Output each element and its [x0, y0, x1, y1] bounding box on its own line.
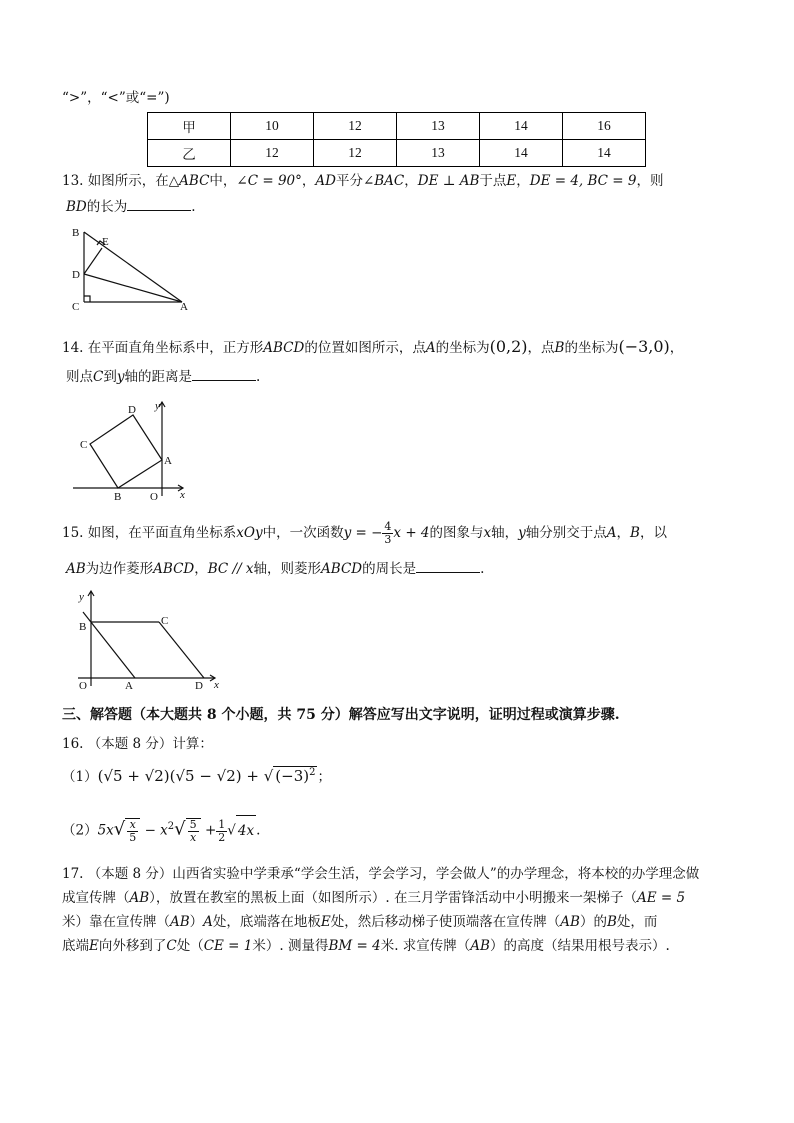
- q17-line4: 底端E向外移到了C处（CE = 1米）. 测量得BM = 4米. 求宣传牌（AB）的高度（结果用根号表示）.: [62, 938, 670, 954]
- label-c: C: [161, 615, 169, 627]
- answer-blank: [192, 379, 256, 381]
- label-d: D: [128, 404, 136, 416]
- row-label: 甲: [148, 113, 231, 140]
- sqrt-fraction: $\frac{5}{x}$: [186, 818, 201, 843]
- label-o: O: [79, 680, 87, 692]
- q16-part1: （1）(√5 + √2)(√5 − √2) + √ $(-3)^2$ ；: [62, 767, 331, 785]
- table-cell: 12: [231, 140, 314, 167]
- fraction: $\frac{4}{3}$: [384, 520, 392, 546]
- label-d: D: [195, 680, 203, 692]
- q13-figure: [62, 224, 202, 314]
- label-d: D: [72, 269, 80, 281]
- table-row: [148, 113, 646, 140]
- table-cell: 12: [314, 140, 397, 167]
- q15-line1: 15. 如图，在平面直角坐标系xOy中，一次函数y = − $\frac{4}{3}$ x + 4的图象与x轴，y轴分别交于点A，B，以: [62, 520, 667, 546]
- fraction: $\frac{1}{2}$: [218, 817, 226, 844]
- label-a: A: [125, 680, 133, 692]
- label-x: x: [214, 679, 219, 691]
- label-a: A: [180, 301, 188, 313]
- label-y: y: [155, 400, 160, 412]
- q16-part2: （2）5x√ $\frac{x}{5}$ − $x^2√$ $\frac{5}{x}$ + $\frac{1}{2}$ √ 4x .: [62, 812, 260, 846]
- answer-blank: [127, 209, 191, 211]
- q13-line2: BD的长为 .: [66, 199, 196, 215]
- label-c: C: [80, 439, 88, 451]
- q15-line2: AB为边作菱形ABCD，BC // x轴，则菱形ABCD的周长是 .: [66, 561, 485, 577]
- table-cell: 14: [563, 140, 646, 167]
- label-b: B: [79, 621, 87, 633]
- q14-figure: [70, 398, 195, 503]
- row-label: 乙: [148, 140, 231, 167]
- table-cell: 14: [480, 140, 563, 167]
- q12-tail: “>”，“<”或“=”): [62, 90, 170, 106]
- sqrt-fraction: $\frac{x}{5}$: [125, 818, 140, 843]
- table-cell: 10: [231, 113, 314, 140]
- q16-head: 16. （本题 8 分）计算：: [62, 736, 213, 752]
- table-cell: 12: [314, 113, 397, 140]
- label-a: A: [164, 455, 172, 467]
- sqrt: $(-3)^2$: [275, 767, 316, 785]
- label-c: C: [72, 301, 80, 313]
- label-e: E: [102, 236, 109, 248]
- table-cell: 13: [397, 113, 480, 140]
- table-cell: 16: [563, 113, 646, 140]
- label-x: x: [180, 489, 185, 501]
- table-row: [148, 140, 646, 167]
- table-cell: 13: [397, 140, 480, 167]
- q13-line1: 13. 如图所示，在△ABC中，∠C = 90°，AD平分∠BAC，DE ⊥ AB于点E，DE = 4, BC = 9，则: [62, 173, 664, 189]
- score-table: [147, 112, 646, 167]
- q14-line1: 14. 在平面直角坐标系中，正方形ABCD的位置如图所示，点A的坐标为(0,2)，点B的坐标为(−3,0)，: [62, 337, 684, 356]
- label-o: O: [150, 491, 158, 503]
- section-heading: 三、解答题（本大题共 8 个小题，共 75 分）解答应写出文字说明，证明过程或演算步骤.: [62, 707, 620, 723]
- q17-line2: 成宣传牌（AB），放置在教室的黑板上面（如图所示）. 在三月学雷锋活动中小明搬来一架梯子（AE = 5: [62, 890, 686, 906]
- label-b: B: [72, 227, 80, 239]
- sqrt: 4x: [236, 815, 256, 846]
- answer-blank: [416, 571, 480, 573]
- q15-figure: [75, 588, 225, 693]
- q17-line3: 米）靠在宣传牌（AB）A处，底端落在地板E处，然后移动梯子使顶端落在宣传牌（AB）的B处，而: [62, 914, 658, 930]
- label-y: y: [79, 591, 84, 603]
- label-b: B: [114, 491, 122, 503]
- q17-line1: 17. （本题 8 分）山西省实验中学秉承“学会生活，学会学习，学会做人”的办学理念，将本校的办学理念做: [62, 866, 700, 882]
- table-cell: 14: [480, 113, 563, 140]
- q14-line2: 则点C到y轴的距离是 .: [66, 369, 261, 385]
